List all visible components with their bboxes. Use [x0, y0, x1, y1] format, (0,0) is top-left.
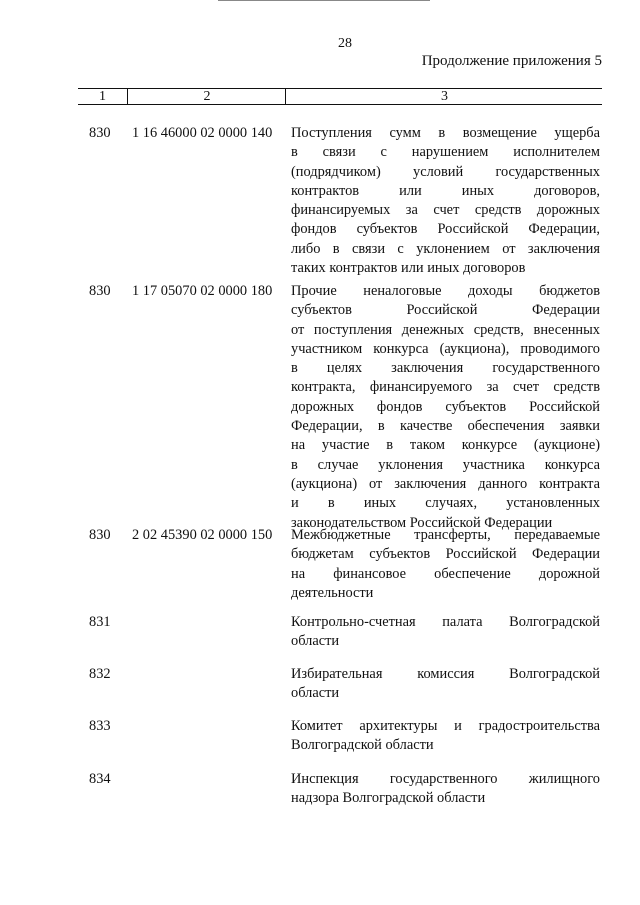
- description-line: области: [291, 685, 340, 702]
- admin-code: 831: [89, 614, 111, 630]
- description-line: Избирательная комиссия Волгоградской: [291, 666, 600, 682]
- income-description: [291, 770, 600, 809]
- description-line: контрактов или иных договоров,: [291, 182, 600, 199]
- description-line: (аукциона) от заключения данного контракта: [291, 475, 600, 492]
- income-description: [291, 717, 600, 756]
- appendix-continuation-label: Продолжение приложения 5: [421, 53, 602, 69]
- income-code: 1 17 05070 02 0000 180: [132, 283, 273, 299]
- description-line: в случае уклонения участника конкурса: [291, 456, 600, 473]
- description-line: в связи с нарушением исполнителем: [291, 144, 600, 161]
- description-line: Контрольно-счетная палата Волгоградской: [291, 614, 600, 630]
- admin-code: 834: [89, 771, 111, 787]
- admin-code: 830: [89, 527, 111, 543]
- description-line: Прочие неналоговые доходы бюджетов: [291, 283, 600, 299]
- description-line: Комитет архитектуры и градостроительства: [291, 718, 600, 734]
- income-code: 1 16 46000 02 0000 140: [132, 125, 273, 141]
- description-line: Федерации, в качестве обеспечения заявки: [291, 418, 600, 435]
- income-description: [291, 613, 600, 652]
- table-header: [78, 88, 602, 105]
- description-line: Поступления сумм в возмещение ущерба: [291, 125, 600, 141]
- description-line: Волгоградской области: [291, 737, 434, 754]
- description-line: контракта, финансируемого за счет средств: [291, 379, 600, 396]
- description-line: фондов субъектов Российской Федерации,: [291, 221, 600, 238]
- income-description: [291, 665, 600, 704]
- description-line: Инспекция государственного жилищного: [291, 771, 600, 787]
- description-line: деятельности: [291, 584, 374, 601]
- description-line: и в иных случаях, установленных: [291, 495, 600, 512]
- description-line: области: [291, 633, 340, 650]
- description-line: участником конкурса (аукциона), проводимого: [291, 340, 600, 357]
- page-number: 28: [338, 36, 352, 51]
- description-line: на участие в таком конкурсе (аукционе): [291, 437, 600, 454]
- description-line: бюджетам субъектов Российской Федерации: [291, 546, 600, 563]
- description-line: на финансовое обеспечение дорожной: [291, 565, 600, 582]
- top-rule: [218, 0, 430, 1]
- description-line: либо в связи с уклонением от заключения: [291, 240, 600, 257]
- admin-code: 830: [89, 283, 111, 299]
- income-description: [291, 124, 600, 278]
- description-line: законодательством Российской Федерации: [291, 514, 553, 531]
- description-line: таких контрактов или иных договоров: [291, 260, 526, 277]
- description-line: надзора Волгоградской области: [291, 790, 486, 807]
- description-line: дорожных фондов субъектов Российской: [291, 398, 600, 415]
- income-code: 2 02 45390 02 0000 150: [132, 527, 273, 543]
- admin-code: 830: [89, 125, 111, 141]
- description-line: субъектов Российской Федерации: [291, 302, 600, 319]
- description-line: от поступления денежных средств, внесенных: [291, 321, 600, 338]
- income-description: [291, 526, 600, 603]
- admin-code: 832: [89, 666, 111, 682]
- income-description: [291, 282, 600, 533]
- header-col-2: 2: [127, 89, 286, 104]
- header-col-1: 1: [99, 89, 106, 104]
- description-line: Межбюджетные трансферты, передаваемые: [291, 527, 600, 543]
- description-line: в целях заключения государственного: [291, 360, 600, 377]
- admin-code: 833: [89, 718, 111, 734]
- description-line: финансируемых за счет средств дорожных: [291, 202, 600, 219]
- description-line: (подрядчиком) условий государственных: [291, 163, 600, 180]
- header-col-3: 3: [285, 89, 603, 104]
